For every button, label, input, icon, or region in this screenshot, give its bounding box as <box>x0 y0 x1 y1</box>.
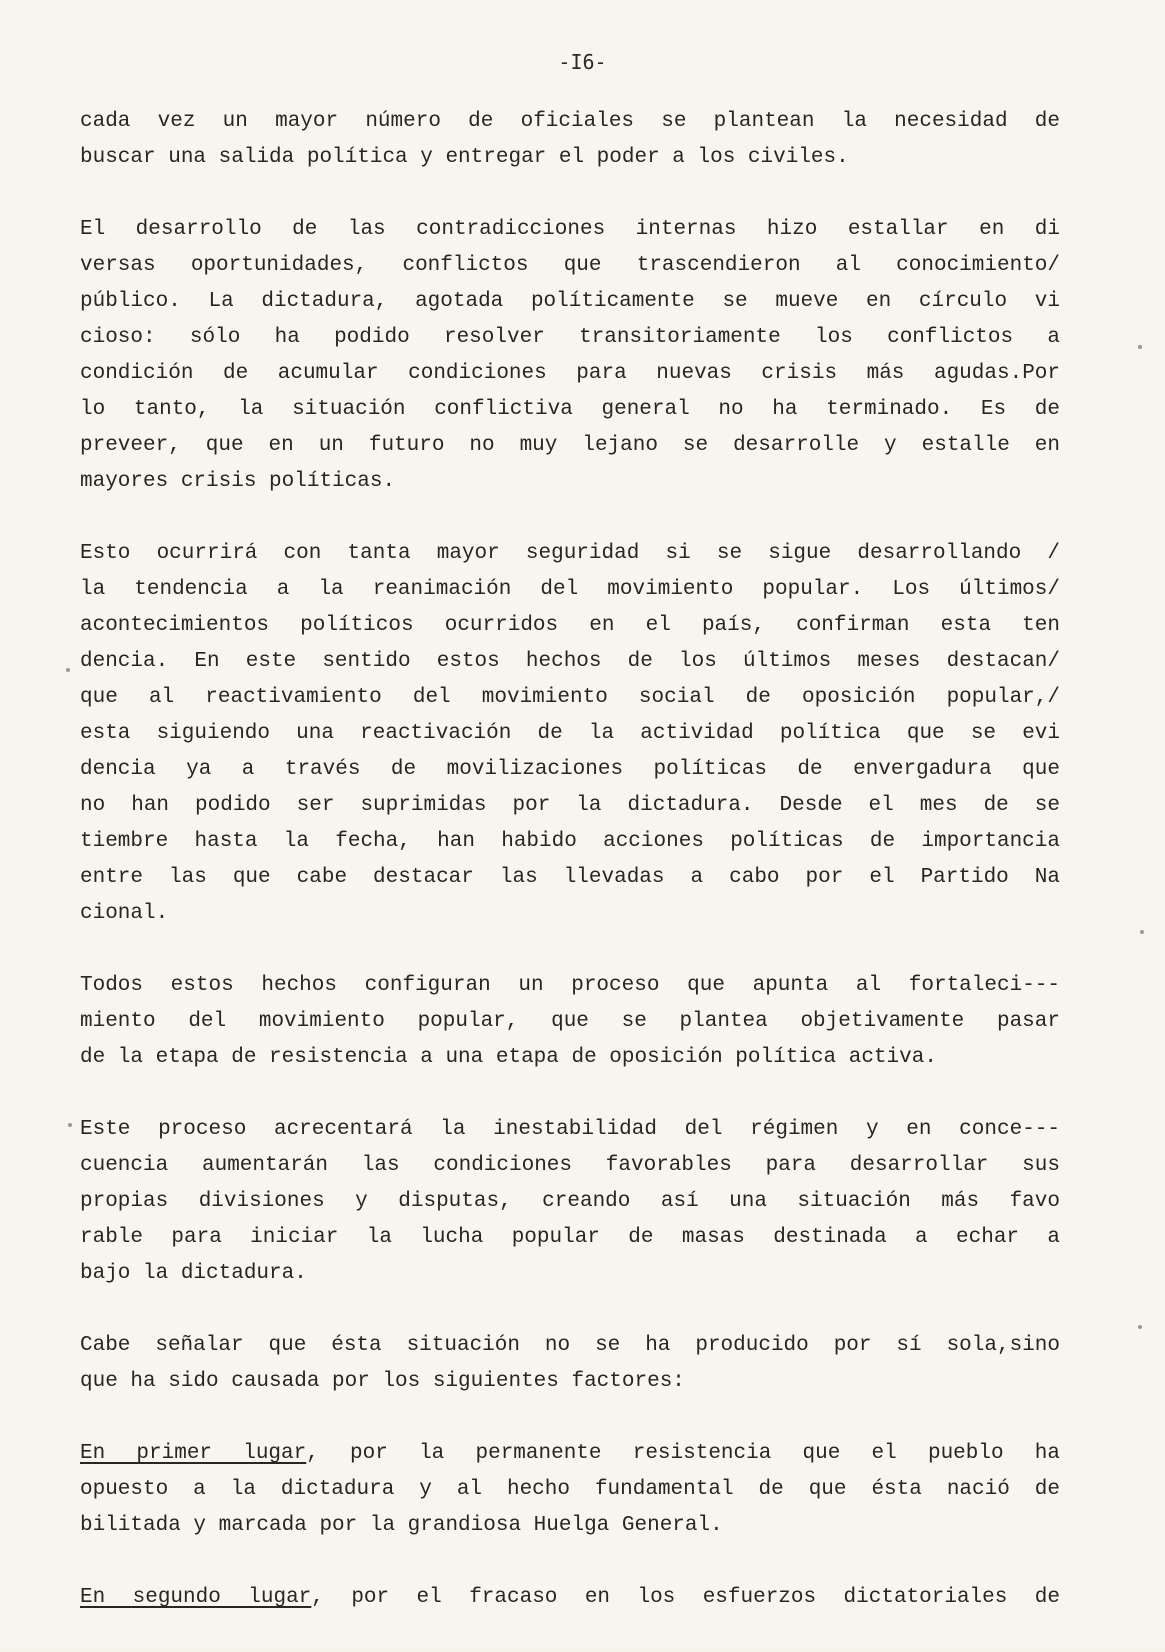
text-line: dencia. En este sentido estos hechos de los últimos meses destacan/ <box>80 650 1060 673</box>
underlined-heading: En primer lugar <box>80 1442 307 1465</box>
text-line: la tendencia a la reanimación del movimiento popular. Los últimos/ <box>80 578 1060 601</box>
text-line: Todos estos hechos configuran un proceso que apunta al fortaleci--- <box>80 974 1060 997</box>
text-line: entre las que cabe destacar las llevadas a cabo por el Partido Na <box>80 866 1060 889</box>
page-number: -I6- <box>558 50 607 74</box>
text-line: cional. <box>80 902 169 925</box>
text-segment: , por el fracaso en los esfuerzos dictatoriales de <box>311 1586 1060 1609</box>
text-line: Esto ocurrirá con tanta mayor seguridad si se sigue desarrollando / <box>80 542 1060 565</box>
paper-speck <box>1138 1325 1142 1329</box>
text-line: Cabe señalar que ésta situación no se ha producido por sí sola,sino <box>80 1334 1060 1357</box>
text-line: acontecimientos políticos ocurridos en el país, confirman esta ten <box>80 614 1060 637</box>
text-line: que al reactivamiento del movimiento social de oposición popular,/ <box>80 686 1060 709</box>
text-line: El desarrollo de las contradicciones internas hizo estallar en di <box>80 218 1060 241</box>
text-line: preveer, que en un futuro no muy lejano se desarrolle y estalle en <box>80 434 1060 457</box>
paragraph-6 <box>80 1328 1060 1400</box>
paper-speck <box>66 668 70 672</box>
text-line: lo tanto, la situación conflictiva general no ha terminado. Es de <box>80 398 1060 421</box>
paragraph-1 <box>80 104 1060 176</box>
text-line: tiembre hasta la fecha, han habido acciones políticas de importancia <box>80 830 1060 853</box>
text-line: miento del movimiento popular, que se plantea objetivamente pasar <box>80 1010 1060 1033</box>
text-line: bilitada y marcada por la grandiosa Huelga General. <box>80 1514 723 1537</box>
text-line <box>80 1580 1060 1616</box>
text-line: propias divisiones y disputas, creando así una situación más favo <box>80 1190 1060 1213</box>
text-segment: , por la permanente resistencia que el pueblo ha <box>306 1442 1060 1465</box>
paragraph-5 <box>80 1112 1060 1292</box>
text-line <box>80 1436 1060 1472</box>
paper-speck <box>1138 345 1142 349</box>
text-line: no han podido ser suprimidas por la dictadura. Desde el mes de se <box>80 794 1060 817</box>
text-line: bajo la dictadura. <box>80 1262 307 1285</box>
text-line: opuesto a la dictadura y al hecho fundamental de que ésta nació de <box>80 1478 1060 1501</box>
text-line: rable para iniciar la lucha popular de masas destinada a echar a <box>80 1226 1060 1249</box>
text-line: condición de acumular condiciones para nuevas crisis más agudas.Por <box>80 362 1060 385</box>
underlined-heading: En segundo lugar <box>80 1586 312 1609</box>
text-line: cioso: sólo ha podido resolver transitoriamente los conflictos a <box>80 326 1060 349</box>
document-body <box>80 104 1060 1652</box>
text-line: versas oportunidades, conflictos que trascendieron al conocimiento/ <box>80 254 1060 277</box>
paper-speck <box>1140 930 1144 934</box>
text-line: cuencia aumentarán las condiciones favorables para desarrollar sus <box>80 1154 1060 1177</box>
text-line: público. La dictadura, agotada políticamente se mueve en círculo vi <box>80 290 1060 313</box>
text-line: buscar una salida política y entregar el poder a los civiles. <box>80 146 849 169</box>
text-line: mayores crisis políticas. <box>80 470 396 493</box>
paragraph-8 <box>80 1580 1060 1616</box>
paragraph-4 <box>80 968 1060 1076</box>
text-line: cada vez un mayor número de oficiales se plantean la necesidad de <box>80 110 1060 133</box>
text-line: de la etapa de resistencia a una etapa de oposición política activa. <box>80 1046 937 1069</box>
paragraph-7 <box>80 1436 1060 1544</box>
text-line: esta siguiendo una reactivación de la actividad política que se evi <box>80 722 1060 745</box>
paragraph-2 <box>80 212 1060 500</box>
text-line: que ha sido causada por los siguientes factores: <box>80 1370 685 1393</box>
text-line: dencia ya a través de movilizaciones políticas de envergadura que <box>80 758 1060 781</box>
text-line: Este proceso acrecentará la inestabilidad del régimen y en conce--- <box>80 1118 1060 1141</box>
paper-speck <box>68 1123 72 1127</box>
paragraph-3 <box>80 536 1060 932</box>
